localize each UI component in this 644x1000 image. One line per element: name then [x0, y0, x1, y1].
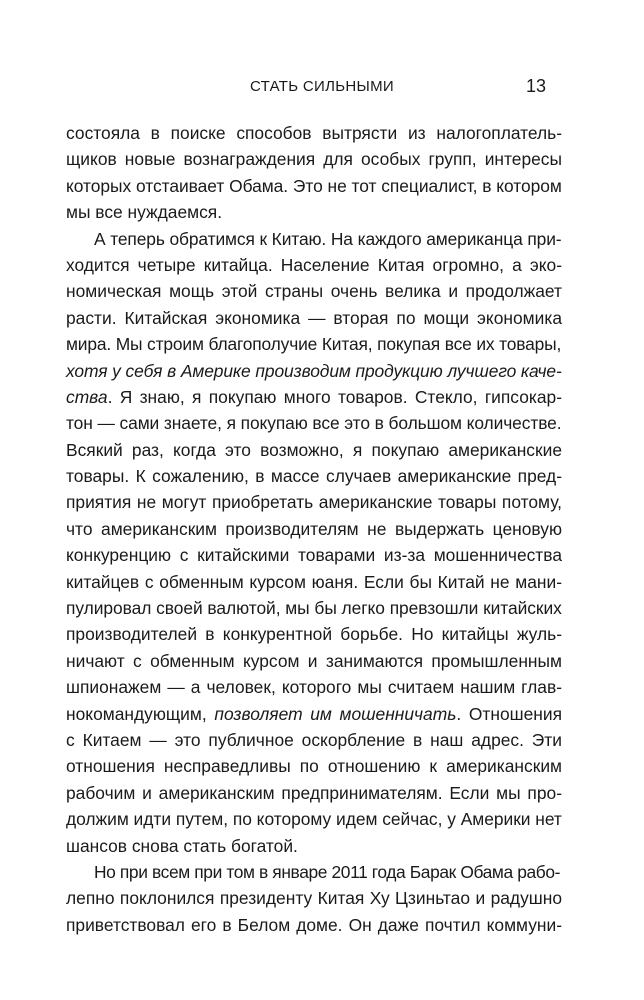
text-line: пулировал своей валютой, мы бы легко превзошли китайских	[66, 598, 562, 619]
text-run: нокомандующим,	[66, 703, 215, 724]
text-line: Всякий раз, когда это возможно, я покупаю американские	[66, 439, 562, 460]
text-line: приветствовал его в Белом доме. Он даже почтил коммуни-	[66, 914, 562, 935]
page-number: 13	[525, 76, 546, 96]
text-line: Но при всем при том в январе 2011 года Барак Обама рабо-	[94, 861, 561, 882]
text-line: шпионажем — а человек, которого мы считаем нашим глав-	[66, 677, 562, 698]
text-line: состояла в поиске способов вытрясти из налогоплатель-	[66, 123, 562, 143]
text-line: которых отстаивает Обама. Это не тот специалист, в котором	[66, 175, 562, 196]
text-line: шансов снова стать богатой.	[66, 835, 298, 856]
text-line: мы все нуждаемся.	[66, 202, 223, 223]
text-line: рабочим и американским предпринимателям. Если мы про-	[66, 782, 562, 803]
text-line: с Китаем — это публичное оскорбление в наш адрес. Эти	[66, 729, 562, 750]
text-line: производителей в конкурентной борьбе. Но китайцы жуль-	[66, 624, 562, 645]
italic-text: позволяет им мошенничать	[214, 703, 457, 724]
text-line: что американским производителям не выдержать ценовую	[66, 518, 562, 539]
text-line: конкуренцию с китайскими товарами из-за мошенничества	[66, 545, 562, 566]
text-line: приятия не могут приобретать американские товары потому,	[66, 492, 562, 513]
italic-text: ства	[66, 386, 108, 407]
text-line	[66, 384, 562, 410]
text-line: номическая мощь этой страны очень велика и продолжает	[66, 281, 562, 302]
text-line: отношения несправедливы по отношению к американским	[66, 756, 562, 777]
running-title: СТАТЬ СИЛЬНЫМИ	[250, 78, 394, 95]
italic-text: хотя у себя в Америке производим продукцию лучшего каче-	[66, 360, 562, 381]
text-line: ходится четыре китайца. Население Китая огромно, а эко-	[66, 254, 562, 275]
text-line: щиков новые вознаграждения для особых групп, интересы	[66, 149, 562, 170]
running-header	[0, 76, 644, 100]
text-line: товары. К сожалению, в массе случаев американские пред-	[66, 466, 562, 487]
text-line: китайцев с обменным курсом юаня. Если бы Китай не мани-	[66, 571, 562, 592]
text-line: тон — сами знаете, я покупаю все это в большом количестве.	[66, 413, 562, 434]
text-line: А теперь обратимся к Китаю. На каждого американца при-	[94, 228, 562, 249]
text-line: должим идти путем, по которому идем сейчас, у Америки нет	[66, 809, 562, 830]
text-line: ничают с обменным курсом и занимаются промышленным	[66, 650, 562, 671]
text-run: . Отношения	[456, 703, 562, 724]
text-line: лепно поклонился президенту Китая Ху Цзиньтао и радушно	[66, 888, 562, 909]
text-line: расти. Китайская экономика — вторая по мощи экономика	[66, 307, 562, 328]
text-line	[66, 358, 562, 384]
text-line	[66, 701, 562, 727]
text-line: мира. Мы строим благополучие Китая, покупая все их товары,	[66, 334, 562, 355]
body-text	[66, 120, 562, 938]
text-run: . Я знаю, я покупаю много товаров. Стекло, гипсокар-	[107, 386, 562, 407]
